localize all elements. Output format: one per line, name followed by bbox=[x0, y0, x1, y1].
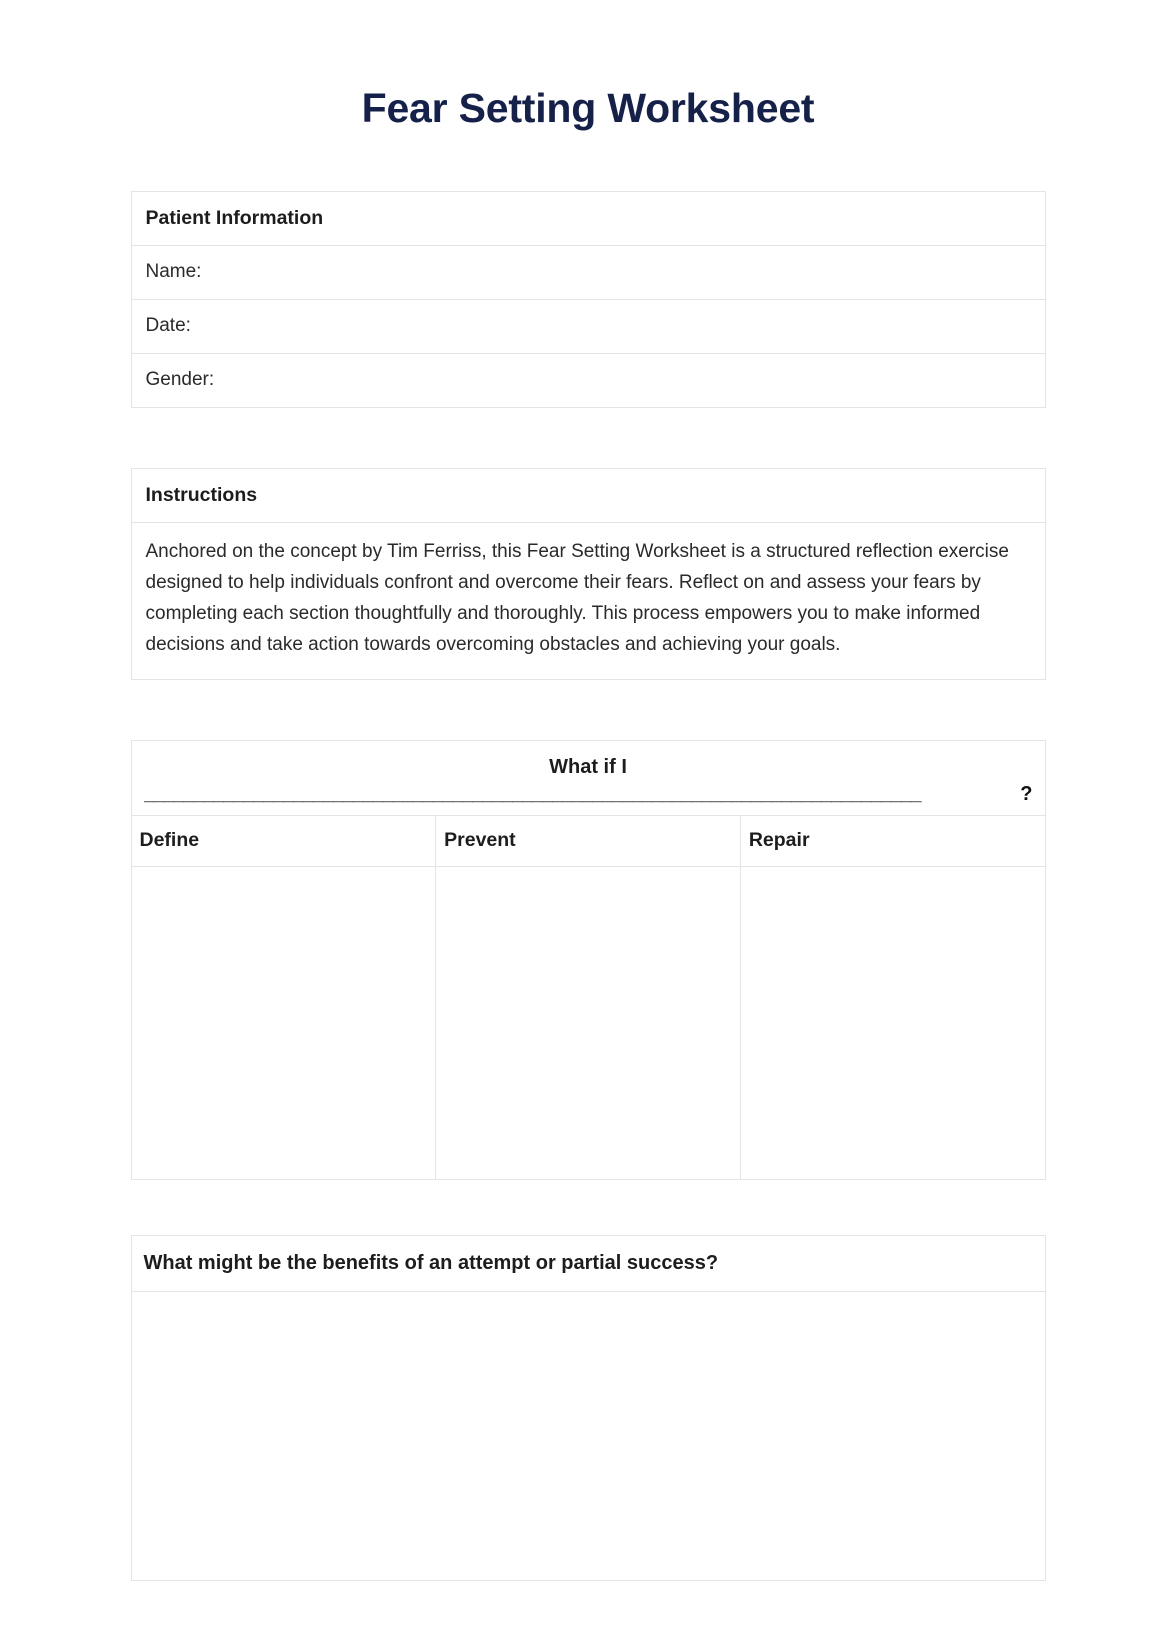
column-header-repair: Repair bbox=[740, 816, 1045, 866]
instructions-table bbox=[131, 468, 1046, 680]
column-header-prevent: Prevent bbox=[436, 816, 741, 866]
answer-area-define[interactable] bbox=[131, 866, 436, 1179]
benefits-answer-area[interactable] bbox=[131, 1291, 1045, 1580]
answer-area-repair[interactable] bbox=[740, 866, 1045, 1179]
benefits-header: What might be the benefits of an attempt or partial success? bbox=[131, 1235, 1045, 1291]
table-row bbox=[131, 354, 1045, 408]
table-row bbox=[131, 192, 1045, 246]
page-title: Fear Setting Worksheet bbox=[361, 85, 815, 131]
benefits-table bbox=[131, 1235, 1046, 1581]
table-row bbox=[131, 246, 1045, 300]
what-if-question-mark: ? bbox=[1020, 783, 1033, 806]
what-if-table bbox=[131, 740, 1046, 1179]
what-if-blank-row bbox=[144, 782, 1033, 807]
patient-information-header: Patient Information bbox=[131, 192, 1045, 246]
table-row bbox=[131, 816, 1045, 866]
table-row bbox=[131, 300, 1045, 354]
answer-area-prevent[interactable] bbox=[436, 866, 741, 1179]
patient-name-field[interactable]: Name: bbox=[131, 246, 1045, 300]
table-row bbox=[131, 523, 1045, 680]
what-if-prompt-label: What if I bbox=[549, 756, 627, 779]
column-header-define: Define bbox=[131, 816, 436, 866]
what-if-blank-input[interactable]: ______________________________________________________________________________ bbox=[143, 784, 921, 806]
instructions-header: Instructions bbox=[131, 468, 1045, 522]
table-row bbox=[131, 741, 1045, 816]
table-row bbox=[131, 1235, 1045, 1291]
patient-information-table bbox=[131, 191, 1046, 408]
instructions-text: Anchored on the concept by Tim Ferriss, this Fear Setting Worksheet is a structured reflection exercise designed to help individuals confront and overcome their fears. Reflect on and assess your fears by completing each section thoughtfully and thoroughly. This process empowers you to make informed decisions and take action towards overcoming obstacles and achieving your goals. bbox=[131, 523, 1045, 680]
table-row bbox=[131, 866, 1045, 1179]
what-if-prompt-cell bbox=[131, 741, 1045, 816]
table-row bbox=[131, 468, 1045, 522]
patient-gender-field[interactable]: Gender: bbox=[131, 354, 1045, 408]
patient-date-field[interactable]: Date: bbox=[131, 300, 1045, 354]
table-row bbox=[131, 1291, 1045, 1580]
